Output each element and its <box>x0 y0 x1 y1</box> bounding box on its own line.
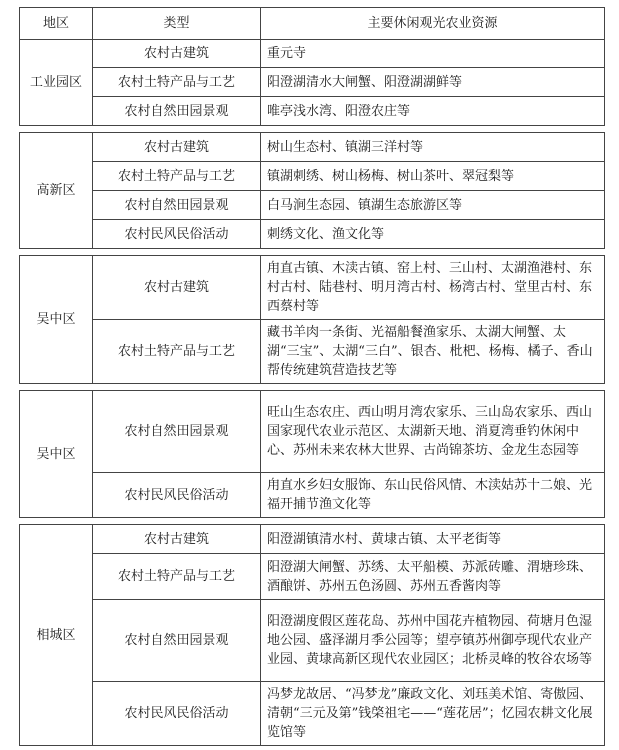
type-cell: 农村土特产品与工艺 <box>93 554 261 600</box>
table-row <box>20 525 605 554</box>
header-type: 类型 <box>93 8 261 40</box>
table-row <box>20 133 605 162</box>
table-row <box>20 554 605 600</box>
region-cell: 工业园区 <box>20 40 93 126</box>
type-cell: 农村土特产品与工艺 <box>93 68 261 97</box>
table-row <box>20 40 605 68</box>
table-row <box>20 682 605 746</box>
resources-cell: 冯梦龙故居、“冯梦龙”廉政文化、刘珏美术馆、寄傲园、清朝“三元及第”钱棨祖宅——“莲花居”；忆园农耕文化展览馆等 <box>261 682 605 746</box>
type-cell: 农村古建筑 <box>93 40 261 68</box>
type-cell: 农村古建筑 <box>93 256 261 320</box>
region-cell: 高新区 <box>20 133 93 249</box>
resources-cell: 旺山生态农庄、西山明月湾农家乐、三山岛农家乐、西山国家现代农业示范区、太湖新天地、消夏湾垂钓休闲中心、苏州未来农林大世界、古尚锦茶坊、金龙生态园等 <box>261 391 605 473</box>
resources-cell: 藏书羊肉一条街、光福船餐渔家乐、太湖大闸蟹、太湖“三宝”、太湖“三白”、银杏、枇杷、杨梅、橘子、香山帮传统建筑营造技艺等 <box>261 320 605 384</box>
table-row <box>20 220 605 249</box>
header-row <box>20 8 605 40</box>
table-row <box>20 473 605 518</box>
type-cell: 农村自然田园景观 <box>93 600 261 682</box>
table-row <box>20 97 605 126</box>
table-row <box>20 320 605 384</box>
region-cell: 吴中区 <box>20 391 93 518</box>
resources-cell: 白马涧生态园、镇湖生态旅游区等 <box>261 191 605 220</box>
table-row <box>20 162 605 191</box>
type-cell: 农村民风民俗活动 <box>93 682 261 746</box>
resources-cell: 重元寺 <box>261 40 605 68</box>
resources-cell: 树山生态村、镇湖三洋村等 <box>261 133 605 162</box>
resources-cell: 阳澄湖大闸蟹、苏绣、太平船模、苏派砖雕、渭塘珍珠、酒酿饼、苏州五色汤圆、苏州五香酱肉等 <box>261 554 605 600</box>
type-cell: 农村古建筑 <box>93 525 261 554</box>
type-cell: 农村民风民俗活动 <box>93 473 261 518</box>
resources-cell: 阳澄湖清水大闸蟹、阳澄湖湖鲜等 <box>261 68 605 97</box>
resources-cell: 阳澄湖度假区莲花岛、苏州中国花卉植物园、荷塘月色湿地公园、盛泽湖月季公园等；望亭镇苏州御亭现代农业产业园、黄埭高新区现代农业园区；北桥灵峰的牧谷农场等 <box>261 600 605 682</box>
type-cell: 农村古建筑 <box>93 133 261 162</box>
type-cell: 农村自然田园景观 <box>93 191 261 220</box>
resources-cell: 镇湖刺绣、树山杨梅、树山茶叶、翠冠梨等 <box>261 162 605 191</box>
leisure-agriculture-table <box>19 7 605 746</box>
type-cell: 农村土特产品与工艺 <box>93 320 261 384</box>
header-region: 地区 <box>20 8 93 40</box>
header-resources: 主要休闲观光农业资源 <box>261 8 605 40</box>
resources-cell: 唯亭浅水湾、阳澄农庄等 <box>261 97 605 126</box>
resources-cell: 甪直水乡妇女服饰、东山民俗风情、木渎姑苏十二娘、光福开捕节渔文化等 <box>261 473 605 518</box>
table-row <box>20 191 605 220</box>
region-cell: 吴中区 <box>20 256 93 384</box>
table-row <box>20 256 605 320</box>
type-cell: 农村民风民俗活动 <box>93 220 261 249</box>
table-container <box>19 7 604 746</box>
region-cell: 相城区 <box>20 525 93 746</box>
type-cell: 农村土特产品与工艺 <box>93 162 261 191</box>
table-row <box>20 391 605 473</box>
table-row <box>20 600 605 682</box>
table-row <box>20 68 605 97</box>
type-cell: 农村自然田园景观 <box>93 97 261 126</box>
resources-cell: 阳澄湖镇清水村、黄埭古镇、太平老街等 <box>261 525 605 554</box>
resources-cell: 刺绣文化、渔文化等 <box>261 220 605 249</box>
resources-cell: 甪直古镇、木渎古镇、窑上村、三山村、太湖渔港村、东村古村、陆巷村、明月湾古村、杨湾古村、堂里古村、东西蔡村等 <box>261 256 605 320</box>
type-cell: 农村自然田园景观 <box>93 391 261 473</box>
